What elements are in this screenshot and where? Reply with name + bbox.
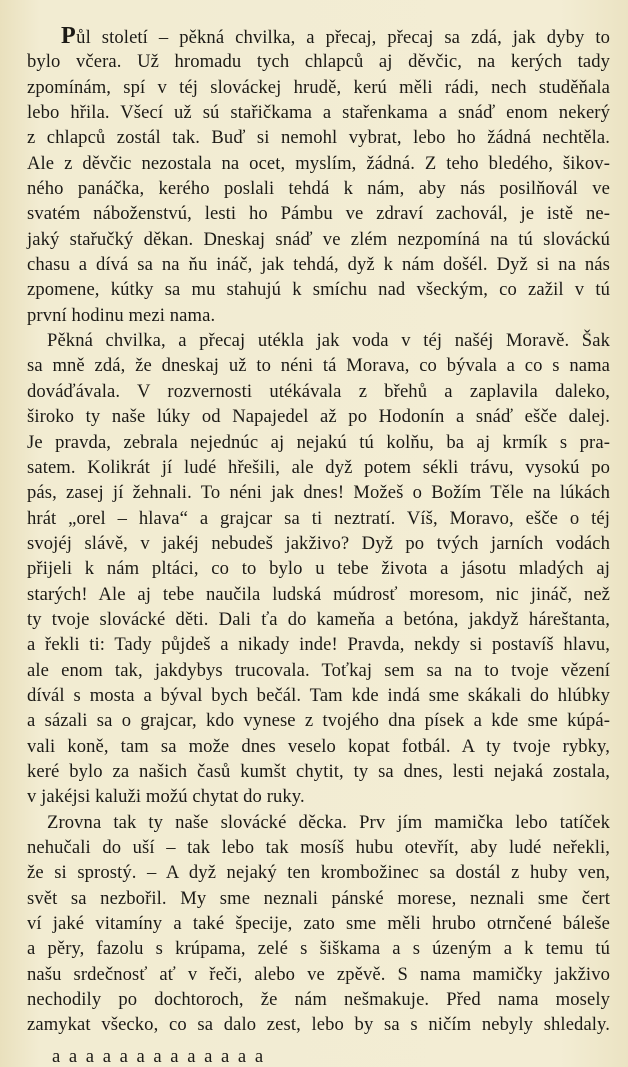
paragraph-line: Půl století – pěkná chvilka, a přecaj, přecaj sa zdá, jak dyby to [61, 23, 610, 49]
paragraph-line: jaký stařučký děkan. Dneskaj snáď ve zlém nezpomíná na tú slováckú [27, 228, 610, 250]
paragraph-line: keré bylo za našich časů kumšt chytit, ty sa dnes, lesti nejaká zostala, [27, 760, 610, 782]
paragraph-line: lebo hřila. Všecí už sú stařičkama a stařenkama a snáď enom nekerý [27, 102, 610, 124]
paragraph-line: z chlapců zostál tak. Buď si nemohl vybrat, lebo ho žádná nechtěla. [27, 127, 610, 149]
paragraph-line: starých! Ale aj tebe naučila ludská múdrosť moresom, nic jináč, než [27, 583, 610, 605]
paragraph-line: ného panáčka, kerého poslali tehdá k nám, aby nás posilňovál ve [27, 178, 610, 200]
paragraph-line: v jakéjsi kaluži možú chytat do ruky. [27, 786, 305, 808]
paragraph-line: zamykat všecko, co sa dalo zest, lebo by sa s ničím nebyly shledaly. [27, 1014, 610, 1036]
paragraph-line: Zrovna tak ty naše slovácké děcka. Prv jím mamička lebo tatíček [47, 811, 610, 833]
paragraph-line: zpomene, kútky sa mu stahujú k smíchu nad všeckým, co zažil v tú [27, 279, 610, 301]
paragraph-line: že si sprostý. – A dyž nejaký ten krombožinec sa dostál z huby ven, [27, 862, 610, 884]
paragraph-line: široko ty naše lúky od Napajedel až po Hodonín a snáď ešče dalej. [27, 406, 610, 428]
paragraph-line: bylo včera. Už hromadu tych chlapců aj děvčic, na kerých tady [27, 51, 610, 73]
paragraph-line: a sázali sa o grajcar, kdo vynese z tvojého dna písek a kde sme kúpá- [27, 710, 610, 732]
paragraph-line: dívál s mosta a býval bych bečál. Tam kde indá sme skákali do hlúbky [27, 684, 610, 706]
dropcap: P [61, 23, 77, 49]
paragraph-line: Pěkná chvilka, a přecaj utékla jak voda v téj našéj Moravě. Šak [47, 330, 610, 352]
paragraph-line: pás, zasej jí žehnali. To néni jak dnes! Možeš o Božím Těle na lúkách [27, 482, 610, 504]
paragraph-line: sa mně zdá, že dneskaj už to néni tá Morava, co bývala a co s nama [27, 355, 610, 377]
paragraph-line: ty tvoje slovácké děti. Dali ťa do kameňa a betóna, jakdyž háreštanta, [27, 608, 610, 630]
paragraph-line: Ale z děvčic nezostala na ocet, myslím, žádná. Z teho bledého, šikov- [27, 152, 610, 174]
paragraph-line: Je pravda, zebrala nejednúc aj nejakú tú kolňu, ba aj krmík s pra- [27, 431, 610, 453]
paragraph-2 [27, 328, 610, 810]
paragraph-line: první hodinu mezi nama. [27, 304, 216, 326]
paragraph-line: zpomínám, spí v téj slováckej hrudě, kerú měli rádi, nech studěňala [27, 76, 610, 98]
paragraph-line: ale enom tak, jakdybys trucovala. Toťkaj sem sa na to tvoje vězení [27, 659, 610, 681]
cut-off-line [0, 1046, 628, 1067]
paragraph-line: a pěry, fazolu s krúpama, zelé s šiškama a s úzeným a k temu tú [27, 938, 610, 960]
paragraph-line: hrát „orel – hlava“ a grajcar sa ti neztratí. Víš, Moravo, ešče o téj [27, 507, 610, 529]
paragraph-line: svojéj slávě, v jakéj nebudeš jakživo? Dyž po tvých jarních vodách [27, 532, 610, 554]
paragraph-line: vali koně, tam sa može dnes veselo kopat fotbál. A ty tvoje rybky, [27, 735, 610, 757]
paragraph-line: nehučali do uší – tak lebo tak mosíš hubu otevřít, aby ludé neřekli, [27, 837, 610, 858]
paragraph-line: a řekli ti: Tady půjdeš a nikady inde! Pravda, nekdy si postavíš hlavu, [27, 634, 610, 656]
paragraph-line: nechodily po dochtoroch, že nám nešmakuje. Před nama mosely [27, 989, 610, 1011]
paragraph-line: svatém náboženstvú, lesti ho Pámbu ve zdraví zachovál, je istě ne- [27, 203, 610, 225]
paragraph-line: přijeli k nám pltáci, co to bylo u tebe života a jásotu mladých aj [27, 558, 610, 580]
cut-off-line-text: a a a a a a a a a a a a a [52, 1046, 266, 1067]
text-block [27, 24, 610, 1038]
paragraph-1 [27, 24, 610, 328]
paragraph-line: ví jaké vitamíny a také špecije, zato sme měli hrubo otrnčené báleše [27, 913, 610, 935]
paragraph-line: chasu a dívá sa na ňu ináč, jak tehdá, dyž k nám došél. Dyž si na nás [27, 254, 610, 276]
paragraph-line: dováďávala. V rozvernosti utékávala z břehů a zaplavila daleko, [27, 380, 610, 402]
paragraph-line: našu srdečnosť ať v řeči, alebo ve zpěvě. S nama mamičky jakživo [27, 963, 610, 985]
paragraph-3 [27, 810, 610, 1038]
paragraph-line: satem. Kolikrát jí ludé hřešili, ale dyž potem sékli trávu, vysokú po [27, 456, 610, 478]
paragraph-line: svět sa nezbořil. My sme neznali pánské morese, neznali sme čert [27, 887, 610, 909]
